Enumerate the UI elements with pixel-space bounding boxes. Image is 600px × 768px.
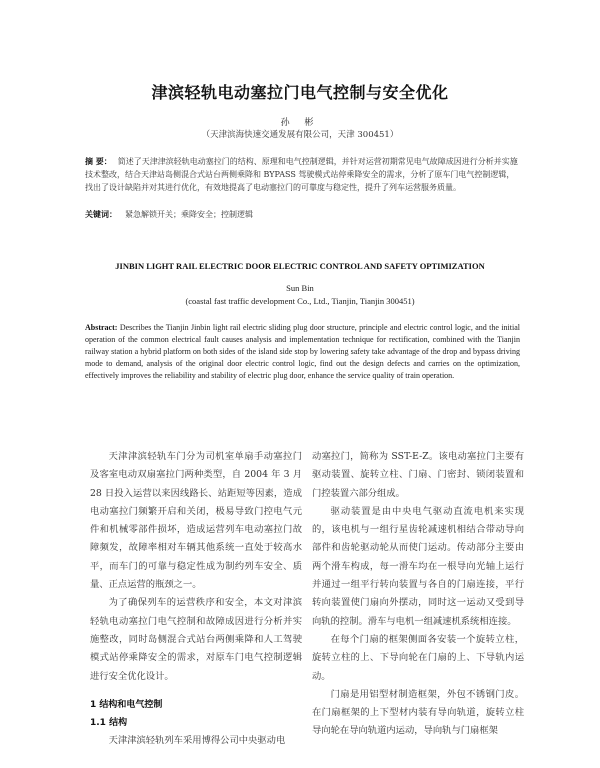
abstract-en-label: Abstract: (85, 323, 118, 332)
body-paragraph: 动塞拉门，简称为 SST-E-Z。该电动塞拉门主要有驱动装置、旋转立柱、门扇、门密封、锁闭装置和门控装置六部分组成。 (312, 451, 524, 499)
body-paragraph: 为了确保列车的运营秩序和安全，本文对津滨轻轨电动塞拉门电气控制和故障成因进行分析并实施整改，同时岛侧混合式站台两侧乘降和人工驾驶模式站停乘降安全的需求，对原车门电气控制逻辑进行安全优化设计。 (90, 597, 302, 682)
english-author: Sun Bin (286, 283, 314, 293)
body-paragraph: 在每个门扇的框架侧面各安装一个旋转立柱，旋转立柱的上、下导向轮在门扇的上、下导轨内运动。 (312, 633, 524, 682)
body-column-left (90, 448, 302, 751)
subsection-heading: 1.1 结构 (90, 718, 128, 729)
body-column-right (312, 448, 524, 741)
english-affiliation: (coastal fast traffic development Co., Ltd., Tianjin, Tianjin 300451) (185, 296, 415, 306)
body-paragraph: 门扇是用铝型材制造框架，外包不锈钢门皮。在门扇框架的上下型材内装有导向轨道，旋转立柱导向轮在导向轨道内运动，导向轨与门扇框架 (312, 688, 524, 737)
abstract-en (85, 322, 520, 382)
body-paragraph: 天津津滨轻轨列车采用博得公司中央驱动电 (108, 735, 286, 747)
keywords-cn (85, 209, 520, 221)
author: 孙 彬 (280, 118, 320, 128)
abstract-en-text: Describes the Tianjin Jinbin light rail electric sliding plug door structure, principle and electric control logic, and the initial operation of the common electrical fault causes analysis and implementation technique for rectification, combined with the Tianjin railway station a hybrid platform on both sides of the island side stop by lowering safety take advantage of the drop and bypass driving mode to demand, analysis of the original door electric control logic, find out the design defects and carries on the optimization, effectively improves the reliability and stability of electric plug door, enhance the service quality of train operation. (85, 323, 520, 380)
paper-title: 津滨轻轨电动塞拉门电气控制与安全优化 (151, 83, 449, 102)
section-heading: 1 结构和电气控制 (90, 699, 163, 710)
abstract-cn (85, 155, 520, 195)
abstract-cn-label: 摘 要： (85, 157, 112, 166)
abstract-cn-text: 简述了天津津滨轻轨电动塞拉门的结构、原理和电气控制逻辑，并针对运营初期常见电气故障成因进行分析并实施技术整改，结合天津站岛侧混合式站台两侧乘降和 BYPASS 驾驶模式站停乘降安全的需求，分析了原车门电气控制逻辑，找出了设计缺陷并对其进行优化，有效地提高了电动塞拉门的可靠度与稳定性，提升了列车运营服务质量。 (85, 157, 518, 193)
keywords-cn-label: 关键词： (85, 210, 117, 219)
english-title: JINBIN LIGHT RAIL ELECTRIC DOOR ELECTRIC CONTROL AND SAFETY OPTIMIZATION (115, 261, 485, 271)
affiliation: （天津滨海快速交通发展有限公司，天津 300451） (201, 130, 399, 140)
body-paragraph: 天津津滨轻轨车门分为司机室单扇手动塞拉门及客室电动双扇塞拉门两种类型，自 2004 年 3 月 28 日投入运营以来因线路长、站距短等因素，造成电动塞拉门频繁开启和关闭，极易导致门控电气元件和机械零部件损坏，造成运营列车电动塞拉门故障频发，故障率相对车辆其他系统一直处于较高水平，而车门的可靠与稳定性成为制约列车安全、质量、正点运营的瓶颈之一。 (90, 451, 302, 591)
keywords-cn-text: 紧急解锁开关；乘降安全；控制逻辑 (125, 210, 253, 219)
body-paragraph: 驱动装置是由中央电气驱动直流电机来实现的，该电机与一组行星齿轮减速机相结合带动导向部件和齿轮驱动轮从而使门运动。传动部分主要由两个滑车构成，每一滑车均在一根导向光轴上运行并通过一组平行转向装置与各自的门扇连接，平行转向装置使门扇向外摆动，同时这一运动又受到导向轨的控制。滑车与电机一组减速机系统相连接。 (312, 505, 524, 627)
